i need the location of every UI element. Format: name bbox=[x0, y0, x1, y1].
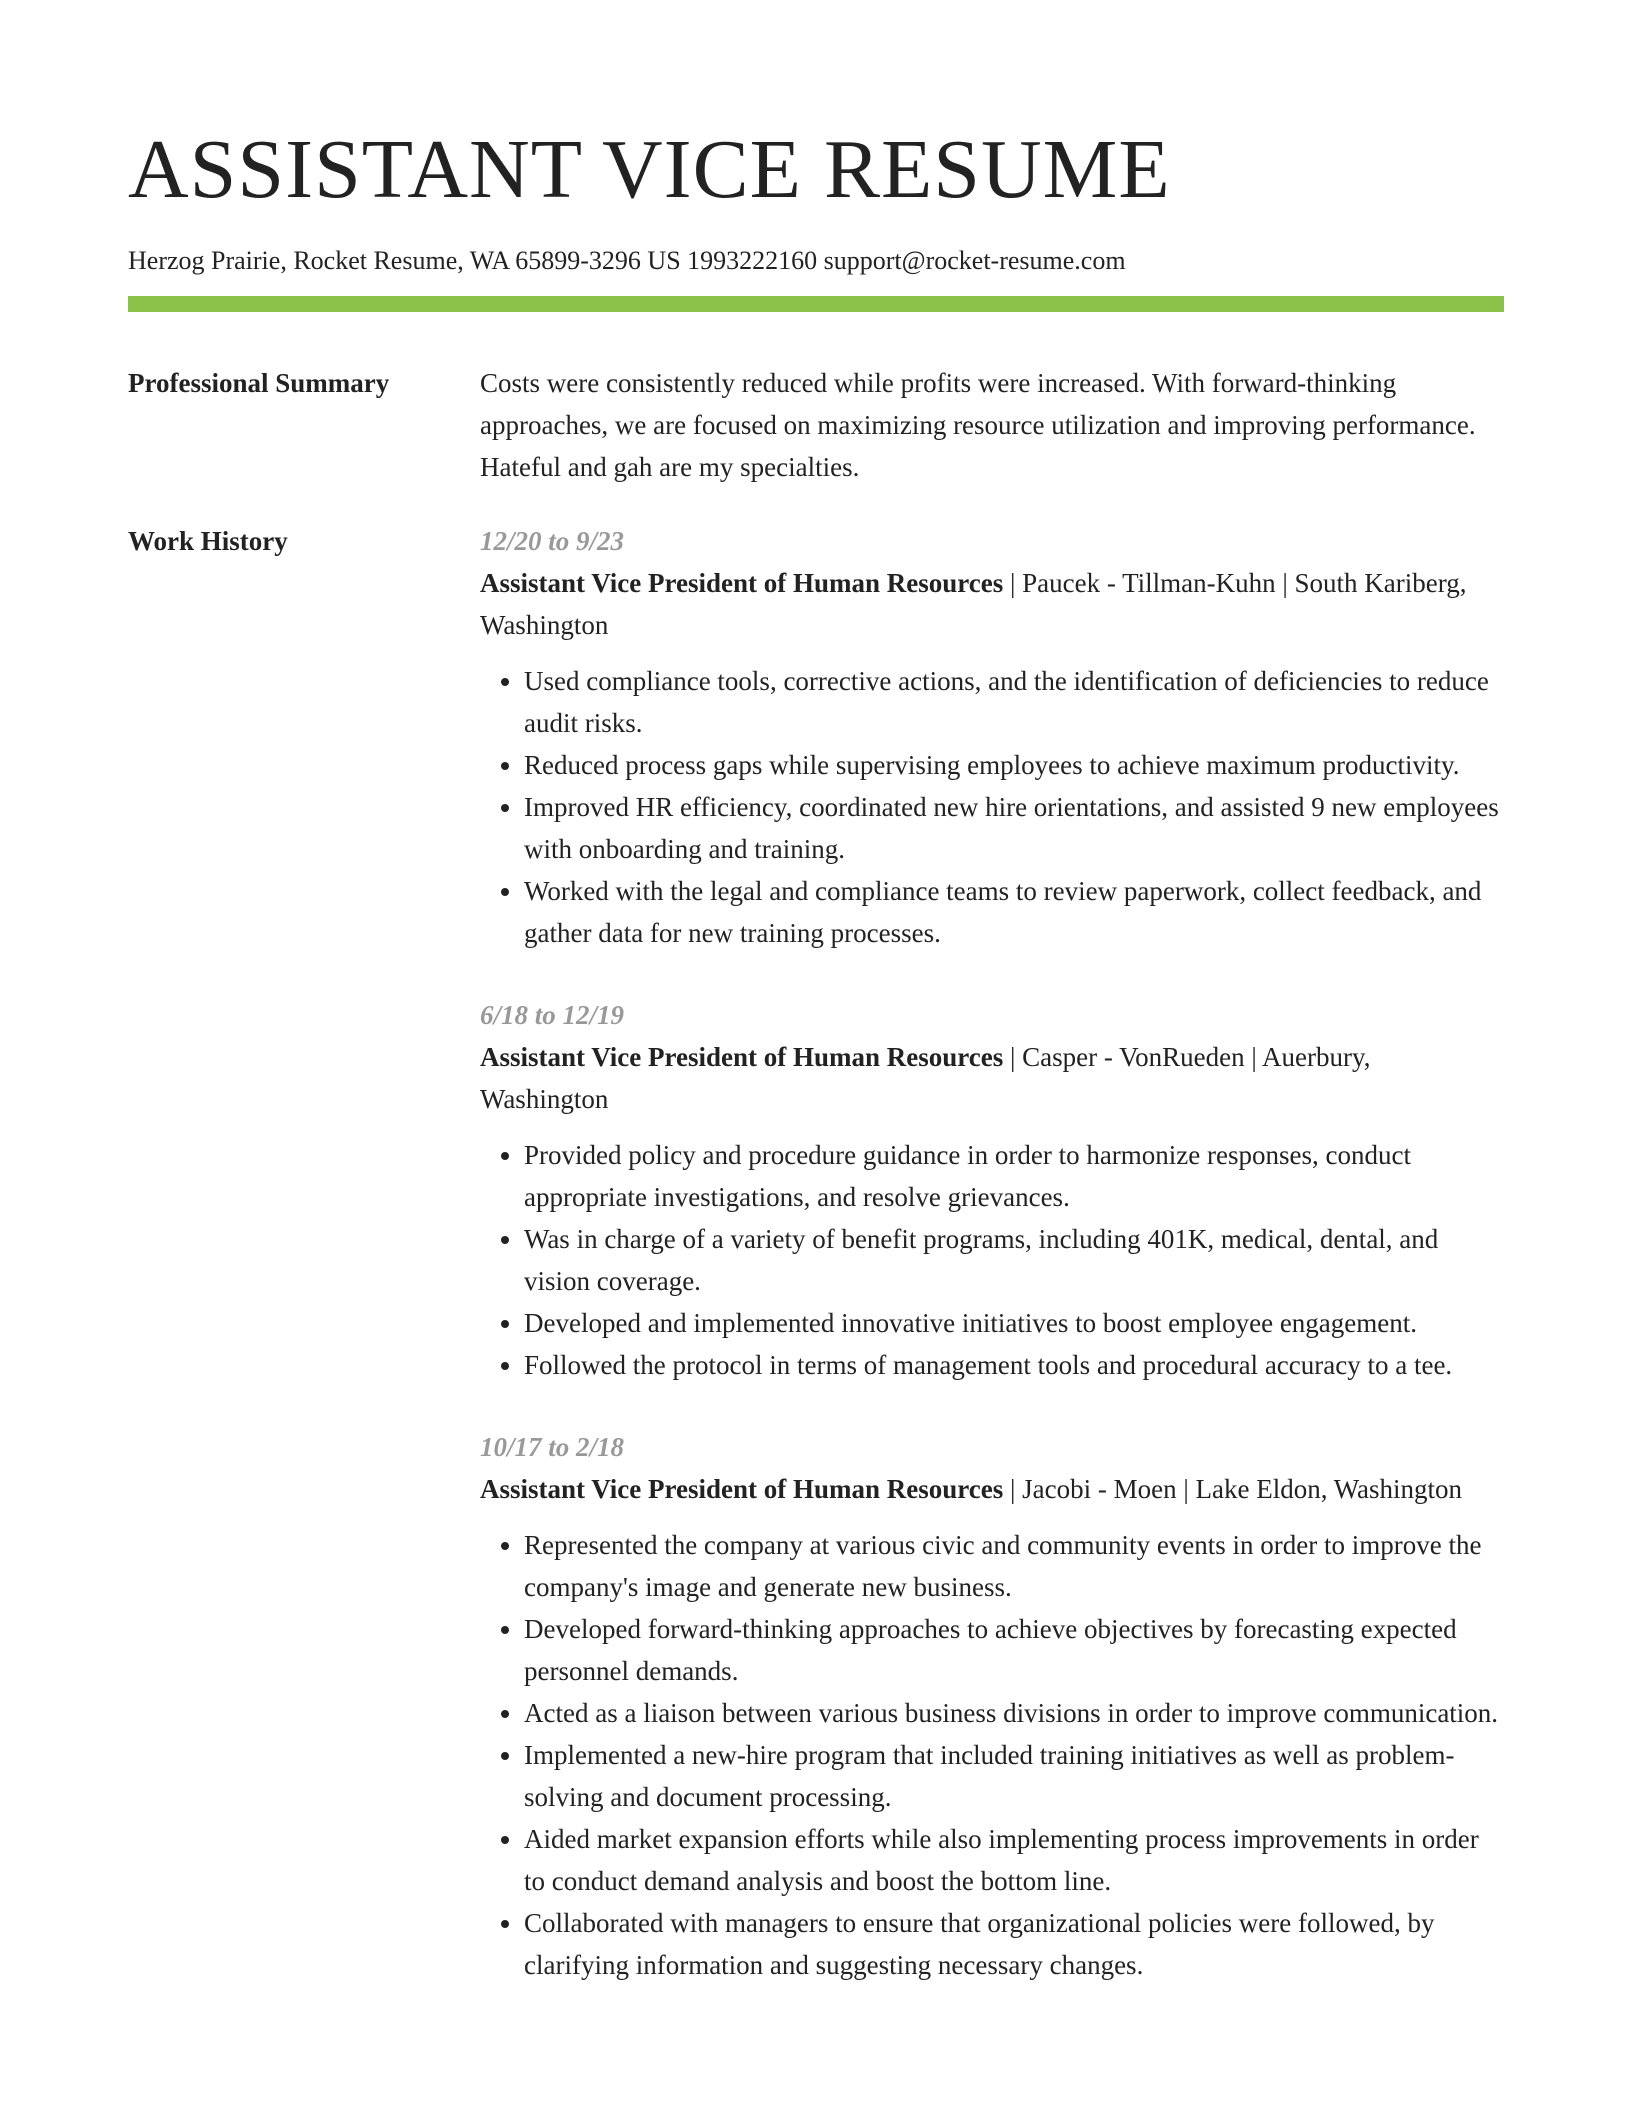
job-bullet: • Collaborated with managers to ensure that organizational policies were followed, by clarifying information and suggesting necessary changes. bbox=[524, 1902, 1504, 1986]
contact-email: support@rocket-resume.com bbox=[823, 246, 1126, 275]
job-bullet: • Aided market expansion efforts while also implementing process improvements in order to conduct demand analysis and boost the bottom line. bbox=[524, 1818, 1504, 1902]
job-title: Assistant Vice President of Human Resources bbox=[480, 1474, 1004, 1504]
job-bullet: • Provided policy and procedure guidance in order to harmonize responses, conduct appropriate investigations, and resolve grievances. bbox=[524, 1134, 1504, 1218]
job-entry bbox=[480, 1426, 1504, 1986]
job-bullet: • Followed the protocol in terms of management tools and procedural accuracy to a tee. bbox=[524, 1344, 1504, 1386]
job-title: Assistant Vice President of Human Resources bbox=[480, 568, 1004, 598]
job-bullets bbox=[480, 660, 1504, 954]
job-bullet: • Acted as a liaison between various business divisions in order to improve communication. bbox=[524, 1692, 1504, 1734]
section-label-summary: Professional Summary bbox=[128, 368, 390, 398]
resume-page bbox=[128, 0, 1504, 2026]
header-divider bbox=[128, 296, 1504, 312]
job-title: Assistant Vice President of Human Resources bbox=[480, 1042, 1004, 1072]
work-history-list bbox=[480, 520, 1504, 2026]
job-bullet: • Was in charge of a variety of benefit programs, including 401K, medical, dental, and vision coverage. bbox=[524, 1218, 1504, 1302]
professional-summary-section bbox=[128, 362, 1504, 488]
job-details: | Jacobi - Moen | Lake Eldon, Washington bbox=[1003, 1474, 1463, 1504]
section-label-work-history: Work History bbox=[128, 526, 288, 556]
contact-address: Herzog Prairie, Rocket Resume, WA 65899-3296 US bbox=[128, 246, 681, 275]
job-bullet: • Worked with the legal and compliance teams to review paperwork, collect feedback, and gather data for new training processes. bbox=[524, 870, 1504, 954]
contact-line bbox=[128, 244, 1504, 278]
job-details: | Casper - VonRueden | Auerbury, Washington bbox=[480, 1042, 1371, 1114]
job-bullets bbox=[480, 1134, 1504, 1386]
job-bullet: • Represented the company at various civic and community events in order to improve the company's image and generate new business. bbox=[524, 1524, 1504, 1608]
job-bullet: • Developed and implemented innovative initiatives to boost employee engagement. bbox=[524, 1302, 1504, 1344]
job-entry bbox=[480, 520, 1504, 954]
job-details: | Paucek - Tillman-Kuhn | South Kariberg, Washington bbox=[480, 568, 1467, 640]
summary-text: Costs were consistently reduced while profits were increased. With forward-thinking approaches, we are focused on maximizing resource utilization and improving performance. Hateful and gah are my specialties. bbox=[480, 368, 1476, 482]
job-entry bbox=[480, 994, 1504, 1386]
job-heading bbox=[480, 1036, 1504, 1120]
work-history-section bbox=[128, 520, 1504, 2026]
job-bullet: • Reduced process gaps while supervising employees to achieve maximum productivity. bbox=[524, 744, 1504, 786]
job-dates: 6/18 to 12/19 bbox=[480, 1000, 625, 1030]
job-bullets bbox=[480, 1524, 1504, 1986]
job-dates: 12/20 to 9/23 bbox=[480, 526, 625, 556]
job-heading bbox=[480, 562, 1504, 646]
job-bullet: • Used compliance tools, corrective actions, and the identification of deficiencies to reduce audit risks. bbox=[524, 660, 1504, 744]
contact-phone: 1993222160 bbox=[687, 246, 818, 275]
job-dates: 10/17 to 2/18 bbox=[480, 1432, 625, 1462]
job-bullet: • Improved HR efficiency, coordinated new hire orientations, and assisted 9 new employees with onboarding and training. bbox=[524, 786, 1504, 870]
job-bullet: • Developed forward-thinking approaches to achieve objectives by forecasting expected personnel demands. bbox=[524, 1608, 1504, 1692]
job-bullet: • Implemented a new-hire program that included training initiatives as well as problem-solving and document processing. bbox=[524, 1734, 1504, 1818]
job-heading bbox=[480, 1468, 1504, 1510]
resume-title: ASSISTANT VICE RESUME bbox=[128, 123, 1171, 216]
